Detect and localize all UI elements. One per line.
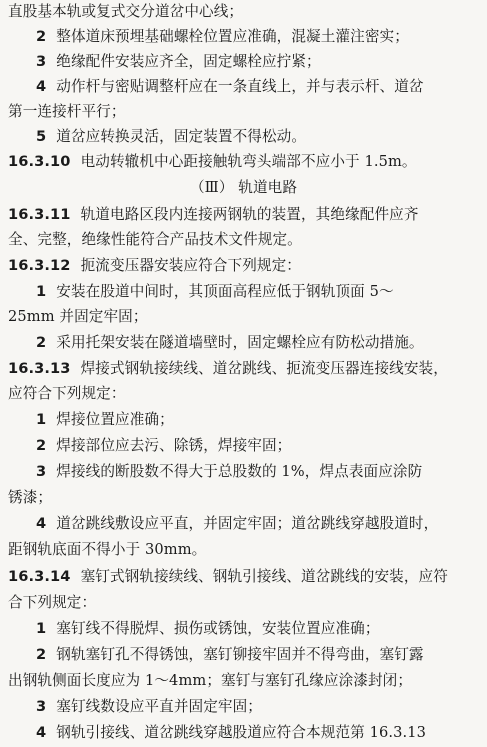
text-line: 合下列规定：	[8, 594, 97, 611]
list-item: 1 塞钉线不得脱焊、损伤或锈蚀，安装位置应准确；	[36, 620, 380, 637]
clause: 16.3.11 轨道电路区段内连接两钢轨的装置，其绝缘配件应齐	[8, 206, 419, 223]
text-line: 25mm 并固定牢固；	[8, 308, 148, 325]
text-line: 第一连接杆平行；	[8, 103, 126, 120]
text-line: 出钢轨侧面长度应为 1～4mm；塞钉与塞钉孔缘应涂漆封闭；	[8, 672, 413, 689]
clause: 16.3.14 塞钉式钢轨接续线、钢轨引接线、道岔跳线的安装，应符	[8, 568, 448, 585]
text-line: 距钢轨底面不得小于 30mm。	[8, 541, 207, 558]
list-item: 4 钢轨引接线、道岔跳线穿越股道应符合本规范第 16.3.13	[36, 724, 426, 741]
list-item: 3 焊接线的断股数不得大于总股数的 1%，焊点表面应涂防	[36, 463, 423, 480]
clause: 16.3.10 电动转辙机中心距接触轨弯头端部不应小于 1.5m。	[8, 153, 417, 170]
list-item: 1 安装在股道中间时，其顶面高程应低于钢轨顶面 5～	[36, 283, 394, 300]
list-item: 3 塞钉线数设应平直并固定牢固；	[36, 698, 262, 715]
list-item: 2 整体道床预埋基础螺栓位置应准确，混凝土灌注密实；	[36, 28, 409, 45]
text-line: 全、完整，绝缘性能符合产品技术文件规定。	[8, 231, 302, 248]
text-line: 应符合下列规定：	[8, 385, 126, 402]
list-item: 4 道岔跳线敷设应平直，并固定牢固；道岔跳线穿越股道时，	[36, 515, 439, 532]
list-item: 2 采用托架安装在隧道墙壁时，固定螺栓应有防松动措施。	[36, 334, 424, 351]
list-item: 4 动作杆与密贴调整杆应在一条直线上，并与表示杆、道岔	[36, 78, 424, 95]
text-line: 锈漆；	[8, 489, 53, 506]
clause: 16.3.13 焊接式钢轨接续线、道岔跳线、扼流变压器连接线安装，	[8, 360, 448, 377]
list-item: 2 钢轨塞钉孔不得锈蚀，塞钉铆接牢固并不得弯曲，塞钉露	[36, 646, 424, 663]
list-item: 1 焊接位置应准确；	[36, 411, 174, 428]
section-heading: （Ⅲ） 轨道电路	[189, 179, 298, 196]
text-line: 直股基本轨或复式交分道岔中心线；	[8, 3, 244, 20]
list-item: 3 绝缘配件安装应齐全，固定螺栓应拧紧；	[36, 53, 321, 70]
list-item: 2 焊接部位应去污、除锈，焊接牢固；	[36, 437, 292, 454]
list-item: 5 道岔应转换灵活，固定装置不得松动。	[36, 128, 307, 145]
clause: 16.3.12 扼流变压器安装应符合下列规定：	[8, 257, 301, 274]
